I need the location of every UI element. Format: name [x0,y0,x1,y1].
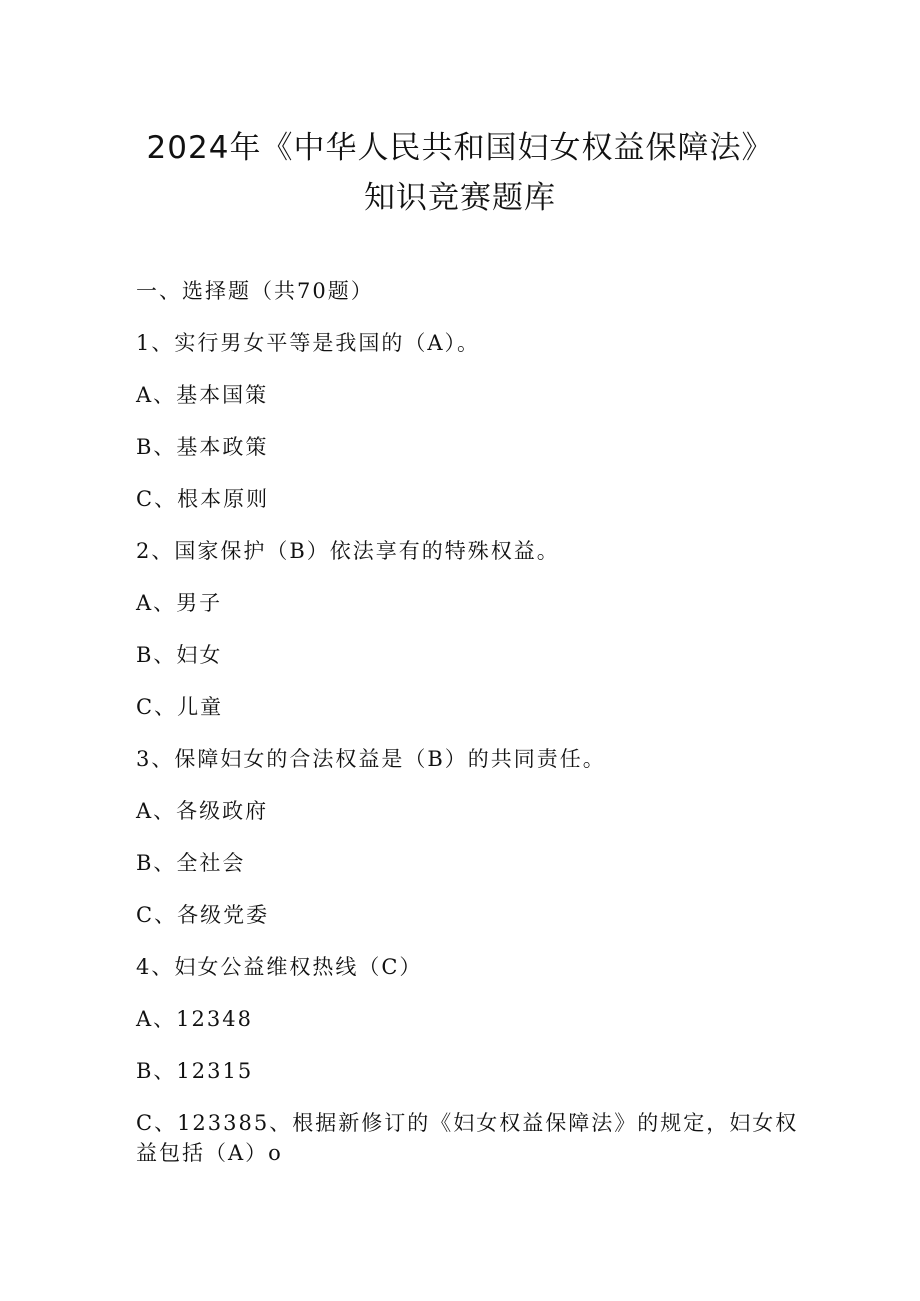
question-3-option-a: A、各级政府 [136,799,269,823]
document-title-line-2: 知识竞赛题库 [364,180,556,216]
question-3-option-c: C、各级党委 [136,903,270,927]
question-4-option-c-and-question-5: C、123385、根据新修订的《妇女权益保障法》的规定，妇女权 [136,1111,799,1135]
document-title-line-1: 2024年《中华人民共和国妇女权益保障法》 [146,130,774,166]
question-5-continued: 益包括（A）o [136,1141,283,1165]
section-heading: 一、选择题（共70题） [136,279,374,303]
question-1-option-a: A、基本国策 [136,383,269,407]
question-3-option-b: B、全社会 [136,851,246,875]
question-2: 2、国家保护（B）依法享有的特殊权益。 [136,539,560,563]
question-4-option-a: A、12348 [136,1007,253,1031]
question-1-option-b: B、基本政策 [136,435,269,459]
question-4: 4、妇女公益维权热线（C） [136,955,423,979]
question-1-option-c: C、根本原则 [136,487,270,511]
question-3: 3、保障妇女的合法权益是（B）的共同责任。 [136,747,606,771]
question-1: 1、实行男女平等是我国的（A）。 [136,331,481,355]
question-2-option-a: A、男子 [136,591,223,615]
question-4-option-b: B、12315 [136,1059,254,1083]
question-2-option-c: C、儿童 [136,695,224,719]
question-2-option-b: B、妇女 [136,643,223,667]
